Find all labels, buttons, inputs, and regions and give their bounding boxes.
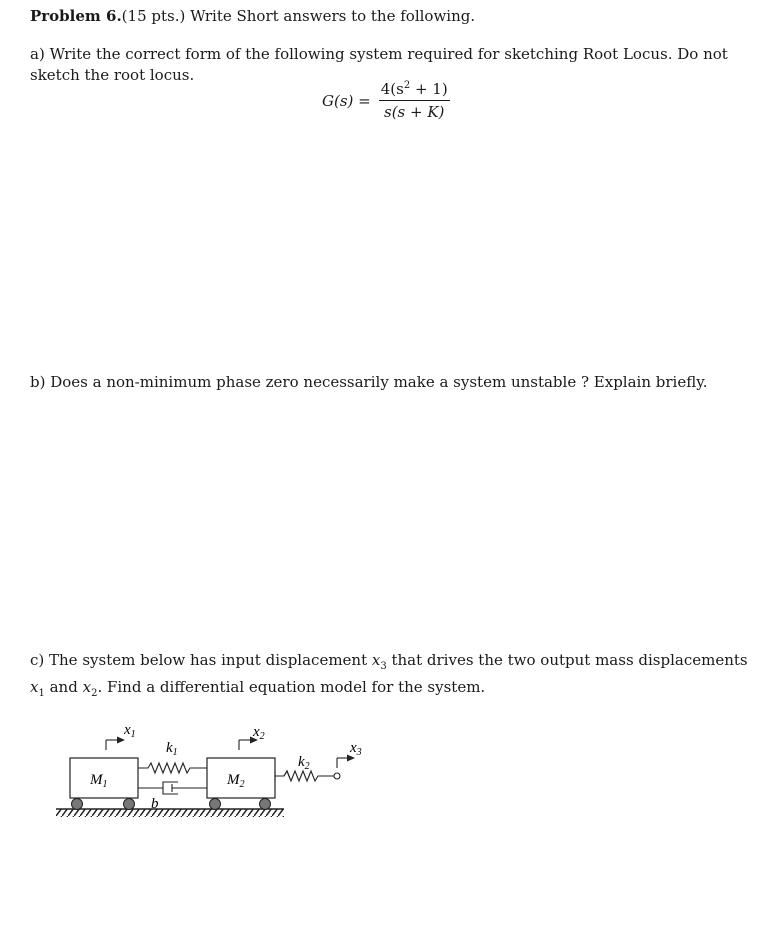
- spring-k1: [138, 763, 207, 773]
- mass-2-block: [207, 758, 275, 798]
- problem-instruction: Write Short answers to the following.: [190, 7, 476, 25]
- transfer-function-equation: [322, 80, 450, 121]
- equation-denominator: s(s + K): [384, 103, 445, 121]
- input-terminal: [334, 773, 340, 779]
- mass-2-wheel-left: [210, 799, 221, 810]
- mass-1-wheel-right: [124, 799, 135, 810]
- part-a-question: a) Write the correct form of the following system required for sketching Root Locus. Do not sketch the root locus.: [30, 45, 728, 84]
- spring-k1-label: $k_1$: [166, 740, 178, 758]
- mass-1-block: [70, 758, 138, 798]
- displacement-x1-label: $x_1$: [124, 722, 136, 740]
- displacement-x3-arrow: [337, 755, 355, 769]
- spring-k2-coil: [275, 771, 334, 781]
- displacement-x1-arrow: [106, 737, 125, 751]
- spring-k2-label: $k_2$: [298, 754, 310, 772]
- problem-points: (15 pts.): [121, 7, 186, 25]
- equation-lhs: G(s) =: [322, 91, 371, 110]
- damper-b: [138, 782, 207, 794]
- mass-1-wheel-left: [72, 799, 83, 810]
- equation-numerator: $4(s^2 + 1)$: [379, 80, 450, 101]
- mass-1-label: $M_1$: [90, 772, 108, 790]
- ground: [56, 809, 284, 817]
- problem-number: Problem 6.: [30, 7, 122, 25]
- mass-2-wheel-right: [260, 799, 271, 810]
- equation-fraction: [379, 80, 450, 121]
- mass-spring-damper-diagram: [50, 720, 290, 830]
- displacement-x3-label: $x_3$: [350, 740, 362, 758]
- displacement-x2-label: $x_2$: [253, 724, 265, 742]
- input-spring-diagram: [270, 730, 390, 810]
- part-b-question: b) Does a non-minimum phase zero necessarily make a system unstable ? Explain briefly.: [30, 373, 708, 391]
- part-c-question: c) The system below has input displacement $x_3$ that drives the two output mass displacements $x_1$ and $x_2$. Find a differential equation model for the system.: [30, 651, 748, 699]
- mass-2-label: $M_2$: [227, 772, 245, 790]
- damper-b-label: b: [151, 796, 159, 812]
- problem-heading: [30, 6, 754, 27]
